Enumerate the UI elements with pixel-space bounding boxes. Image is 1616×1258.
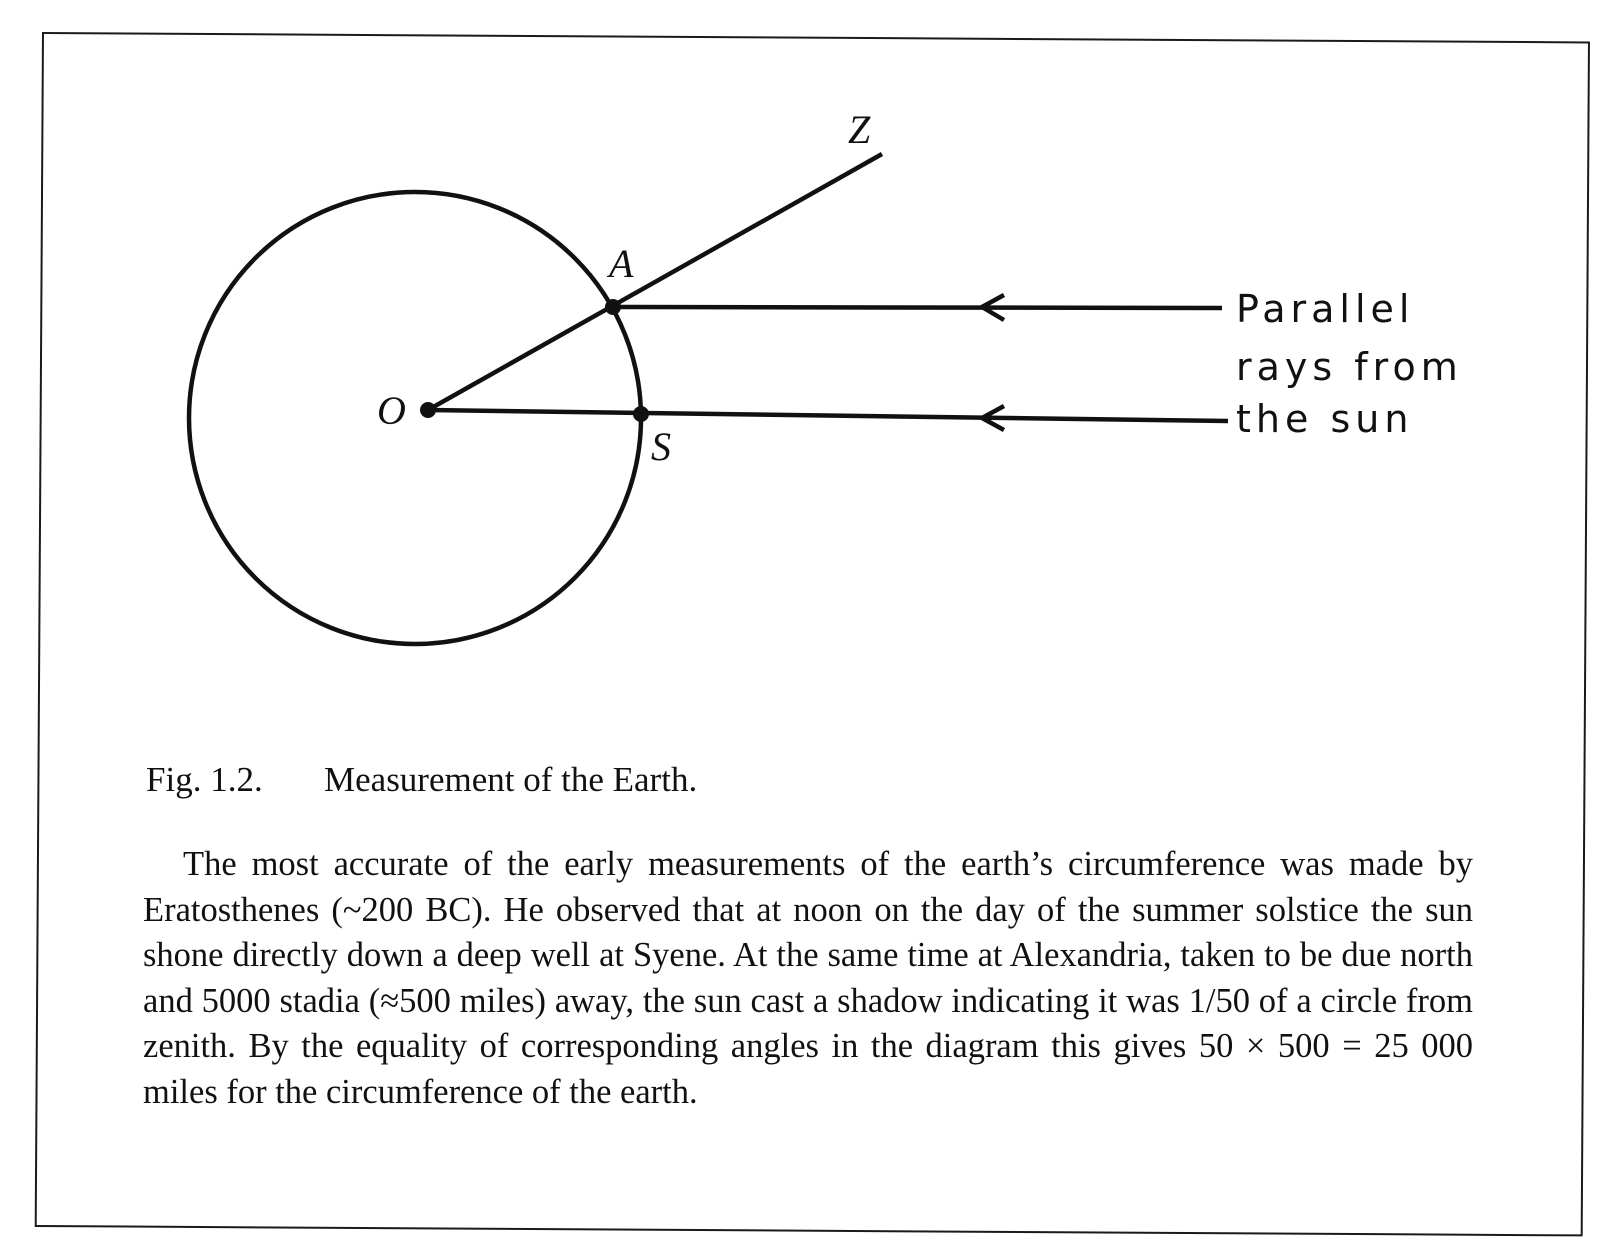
point-a-dot	[605, 299, 621, 315]
point-s-dot	[633, 406, 649, 422]
body-paragraph: The most accurate of the early measurements of the earth’s circumference was made by Eratosthenes (~200 BC). He observed that at noon on the day of the summer solstice the sun shone directly down a deep well at Syene. At the same time at Alexandria, taken to be due north and 5000 stadia (≈500 miles) away, the sun cast a shadow indicating it was 1/50 of a circle from zenith. By the equality of corresponding angles in the diagram this gives 50 × 500 = 25 000 miles for the circumference of the earth.	[143, 845, 1473, 1111]
rays-label-line-3: the sun	[1236, 397, 1414, 441]
point-o-dot	[420, 402, 436, 418]
label-z: Z	[848, 107, 871, 152]
upper-ray-line	[613, 307, 1222, 308]
label-s: S	[651, 424, 671, 469]
zenith-line	[428, 154, 882, 410]
figure-caption	[146, 760, 697, 800]
lower-ray-line	[428, 410, 1228, 421]
earth-circle	[189, 192, 641, 644]
figure-title: Measurement of the Earth.	[324, 760, 698, 799]
rays-label-line-1: Parallel	[1236, 287, 1415, 331]
rays-label-line-2: rays from	[1236, 345, 1463, 389]
figure-number: Fig. 1.2.	[146, 760, 263, 799]
label-o: O	[377, 388, 406, 433]
label-a: A	[609, 241, 634, 286]
